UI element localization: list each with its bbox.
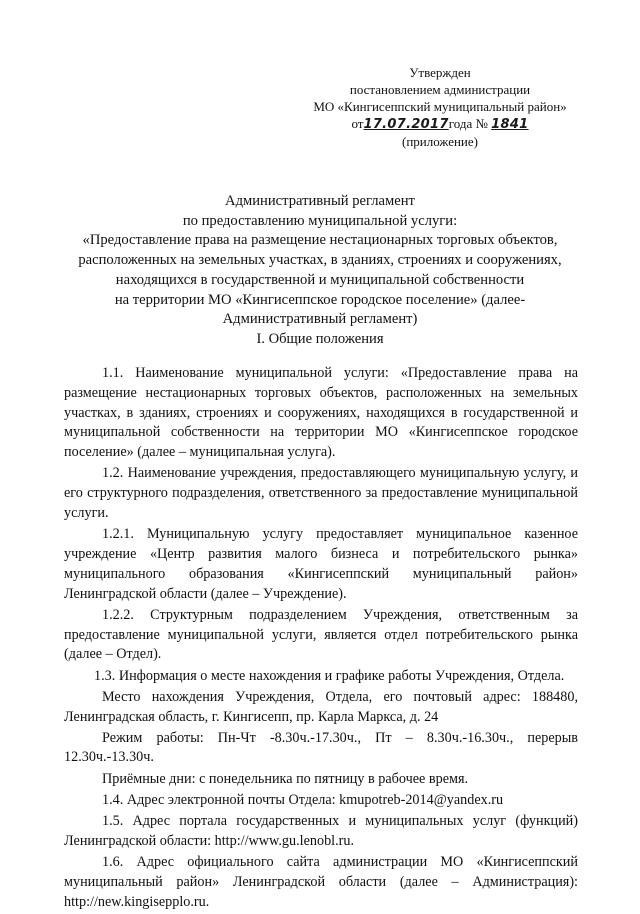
title-line: расположенных на земельных участках, в зданиях, строениях и сооружениях, (78, 252, 562, 269)
approval-line-decree: постановлением администрации (349, 82, 531, 97)
paragraph-1-5-portal: 1.5. Адрес портала государственных и муниципальных услуг (функций) Ленинградской области: http://www.gu.lenobl.ru. (64, 813, 578, 849)
approval-line-municipality: МО «Кингисеппский муниципальный район» (313, 99, 567, 114)
document-body (64, 364, 578, 914)
approval-line-date-number (300, 115, 580, 133)
approval-handwritten-number: 1841 (491, 117, 529, 132)
approval-stamp-block (300, 64, 580, 150)
title-line: «Предоставление права на размещение нестационарных торговых объектов, (82, 232, 558, 249)
paragraph-1-3: 1.3. Информация о месте нахождения и графике работы Учреждения, Отдела. (94, 667, 565, 684)
paragraph-1-6-website: 1.6. Адрес официального сайта администрации МО «Кингисеппский муниципальный район» Ленинградской области (далее – Администрация): http://new.kingisepplo.ru. (64, 854, 578, 910)
title-line: Административный регламент (225, 193, 415, 209)
approval-date-prefix: от (351, 116, 364, 131)
section-heading: I. Общие положения (256, 331, 384, 347)
paragraph-1-2-2: 1.2.2. Структурным подразделением Учреждения, ответственным за предоставление муниципальной услуги, является отдел потребительского рынка (далее – Отдел). (64, 606, 578, 663)
paragraph-schedule: Режим работы: Пн-Чт -8.30ч.-17.30ч., Пт – 8.30ч.-16.30ч., перерыв 12.30ч.-13.30ч. (64, 729, 578, 766)
title-line: находящихся в государственной и муниципальной собственности (115, 271, 525, 288)
title-line: на территории МО «Кингисеппское городское поселение» (далее- (114, 291, 526, 308)
paragraph-location: Место нахождения Учреждения, Отдела, его почтовый адрес: 188480, Ленинградская область, г. Кингисепп, пр. Карла Маркса, д. 24 (64, 688, 578, 725)
title-line: по предоставлению муниципальной услуги: (182, 212, 458, 229)
approval-line-appendix: (приложение) (401, 134, 478, 149)
title-line: Административный регламент) (222, 311, 418, 328)
paragraph-1-4-email: 1.4. Адрес электронной почты Отдела: kmupotreb-2014@yandex.ru (102, 791, 504, 808)
paragraph-reception-days: Приёмные дни: с понедельника по пятницу в рабочее время. (102, 770, 469, 787)
paragraph-1-2-1: 1.2.1. Муниципальную услугу предоставляет муниципальное казенное учреждение «Центр развития малого бизнеса и потребительского рынка» муниципального образования «Кингисеппский муниципальный район» Ленинградской области (далее – Учреждение). (64, 526, 578, 602)
document-title (60, 192, 580, 330)
paragraph-1-2: 1.2. Наименование учреждения, предоставляющего муниципальную услугу, и его структурного подразделения, ответственного за предоставление муниципальной услуги. (64, 465, 578, 521)
approval-handwritten-date: 17.07.2017 (363, 117, 449, 132)
approval-date-middle: года № (448, 116, 488, 131)
approval-line-approved: Утвержден (409, 65, 471, 80)
paragraph-1-1: 1.1. Наименование муниципальной услуги: «Предоставление права на размещение нестационарных торговых объектов, расположенных на земельных участках, в зданиях, строениях и сооружениях, находящихся в государственной и муниципальной собственности на территории МО «Кингисеппское городское поселение» (далее – муниципальная услуга). (64, 365, 578, 461)
